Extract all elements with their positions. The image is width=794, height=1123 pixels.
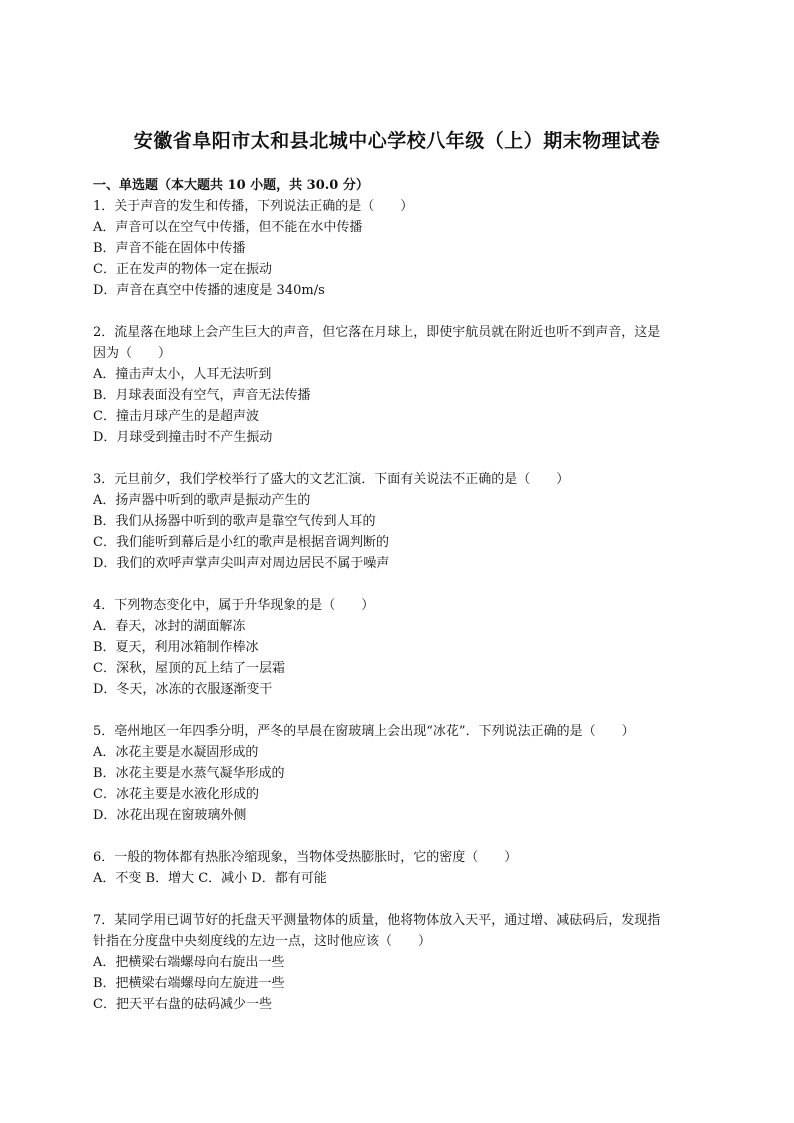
option-c: C．深秋，屋顶的瓦上结了一层霜	[93, 661, 285, 676]
exam-content	[93, 175, 713, 1015]
page-title: 安徽省阜阳市太和县北城中心学校八年级（上）期末物理试卷	[133, 130, 661, 152]
question-7	[93, 910, 713, 1015]
option-d: D．声音在真空中传播的速度是 340m/s	[93, 283, 325, 298]
option-a: A．春天，冰封的湖面解冻	[93, 619, 246, 634]
option-b: B．月球表面没有空气，声音无法传播	[93, 388, 311, 403]
question-stem: 4．下列物态变化中，属于升华现象的是（ ）	[93, 598, 375, 613]
option-a: A．撞击声太小，人耳无法听到	[93, 367, 272, 382]
options-inline: A．不变 B．增大 C．减小 D．都有可能	[93, 871, 327, 886]
question-stem: 7．某同学用已调节好的托盘天平测量物体的质量，他将物体放入天平，通过增、减砝码后，发现指	[93, 913, 661, 928]
question-2	[93, 322, 713, 448]
question-4	[93, 595, 713, 700]
option-d: D．我们的欢呼声掌声尖叫声对周边居民不属于噪声	[93, 556, 390, 571]
question-stem: 3．元旦前夕，我们学校举行了盛大的文艺汇演．下面有关说法不正确的是（ ）	[93, 472, 570, 487]
option-c: C．正在发声的物体一定在振动	[93, 262, 272, 277]
section-title: 一、单选题（本大题共 10 小题，共 30.0 分）	[93, 178, 369, 193]
option-a: A．扬声器中听到的歌声是振动产生的	[93, 493, 311, 508]
question-stem: 5．亳州地区一年四季分明，严冬的早晨在窗玻璃上会出现“冰花”．下列说法正确的是（ ）	[93, 724, 635, 739]
option-c: C．冰花主要是水液化形成的	[93, 787, 259, 802]
question-stem-continued: 因为（ ）	[93, 346, 172, 361]
option-a: A．冰花主要是水凝固形成的	[93, 745, 259, 760]
option-b: B．把横梁右端螺母向左旋进一些	[93, 976, 285, 991]
question-stem: 6．一般的物体都有热胀冷缩现象，当物体受热膨胀时，它的密度（ ）	[93, 850, 518, 865]
option-d: D．冬天，冰冻的衣服逐渐变干	[93, 682, 273, 697]
option-c: C．把天平右盘的砝码减少一些	[93, 997, 272, 1012]
option-d: D．冰花出现在窗玻璃外侧	[93, 808, 247, 823]
option-a: A．把横梁右端螺母向右旋出一些	[93, 955, 285, 970]
option-a: A．声音可以在空气中传播，但不能在水中传播	[93, 220, 363, 235]
question-1	[93, 196, 713, 301]
option-b: B．我们从扬器中听到的歌声是靠空气传到人耳的	[93, 514, 376, 529]
question-5	[93, 721, 713, 826]
option-c: C．我们能听到幕后是小红的歌声是根据音调判断的	[93, 535, 389, 550]
question-6	[93, 847, 713, 889]
question-stem-continued: 针指在分度盘中央刻度线的左边一点，这时他应该（ ）	[93, 934, 432, 949]
option-c: C．撞击月球产生的是超声波	[93, 409, 259, 424]
option-b: B．夏天，利用冰箱制作棒冰	[93, 640, 259, 655]
question-stem: 2．流星落在地球上会产生巨大的声音，但它落在月球上，即使宇航员就在附近也听不到声音，这是	[93, 325, 661, 340]
question-3	[93, 469, 713, 574]
question-stem: 1．关于声音的发生和传播，下列说法正确的是（ ）	[93, 199, 414, 214]
option-d: D．月球受到撞击时不产生振动	[93, 430, 273, 445]
option-b: B．声音不能在固体中传播	[93, 241, 246, 256]
option-b: B．冰花主要是水蒸气凝华形成的	[93, 766, 285, 781]
